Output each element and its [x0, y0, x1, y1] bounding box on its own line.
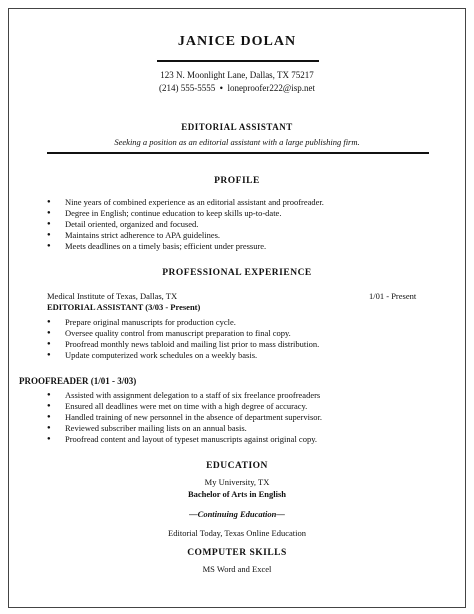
role-title-editorial: EDITORIAL ASSISTANT (3/03 - Present)	[47, 302, 201, 312]
profile-list	[47, 197, 324, 252]
education-heading: EDUCATION	[206, 461, 268, 471]
applicant-name: JANICE DOLAN	[177, 34, 297, 49]
degree-name: Bachelor of Arts in English	[187, 489, 287, 499]
email-address: loneproofer222@isp.net	[227, 83, 315, 93]
proofreader-duties-list	[47, 390, 322, 445]
experience-heading: PROFESSIONAL EXPERIENCE	[162, 268, 312, 278]
list-item: ● Meets deadlines on a timely basis; efficient under pressure.	[47, 241, 324, 252]
list-item: ● Detail oriented, organized and focused.	[47, 219, 324, 230]
skills-heading: COMPUTER SKILLS	[187, 548, 287, 558]
list-item: ● Reviewed subscriber mailing lists on an annual basis.	[47, 423, 322, 434]
list-item: ● Prepare original manuscripts for production cycle.	[47, 317, 319, 328]
header-divider	[157, 60, 319, 62]
continuing-education-heading: —Continuing Education—	[189, 509, 285, 519]
list-item: ● Degree in English; continue education to keep skills up-to-date.	[47, 208, 324, 219]
list-item: ● Nine years of combined experience as an editorial assistant and proofreader.	[47, 197, 324, 208]
list-item: ● Maintains strict adherence to APA guidelines.	[47, 230, 324, 241]
skills-text: MS Word and Excel	[202, 564, 272, 574]
list-item: ● Oversee quality control from manuscript preparation to final copy.	[47, 328, 319, 339]
phone-email-line	[9, 82, 465, 95]
list-item: ● Update computerized work schedules on a weekly basis.	[47, 350, 319, 361]
list-item: ● Assisted with assignment delegation to a staff of six freelance proofreaders	[47, 390, 322, 401]
phone-number: (214) 555-5555	[159, 83, 216, 93]
objective-divider	[47, 152, 429, 154]
resume-page	[8, 8, 466, 608]
address-line: 123 N. Moonlight Lane, Dallas, TX 75217	[160, 70, 314, 80]
separator-bullet-icon: •	[217, 83, 226, 93]
list-item: ● Proofread content and layout of typeset manuscripts against original copy.	[47, 434, 322, 445]
employer-name: Medical Institute of Texas, Dallas, TX	[47, 291, 178, 301]
objective-title: EDITORIAL ASSISTANT	[181, 122, 293, 132]
list-item: ● Handled training of new personnel in the absence of department supervisor.	[47, 412, 322, 423]
employer-dates: 1/01 - Present	[369, 291, 417, 301]
continuing-education-text: Editorial Today, Texas Online Education	[168, 528, 306, 538]
contact-block	[9, 69, 465, 95]
objective-text: Seeking a position as an editorial assistant with a large publishing firm.	[114, 137, 360, 147]
editorial-duties-list	[47, 317, 319, 361]
list-item: ● Ensured all deadlines were met on time with a high degree of accuracy.	[47, 401, 322, 412]
school-name: My University, TX	[204, 477, 270, 487]
profile-heading: PROFILE	[214, 176, 260, 186]
list-item: ● Proofread monthly news tabloid and mailing list prior to mass distribution.	[47, 339, 319, 350]
role-title-proofreader: PROOFREADER (1/01 - 3/03)	[19, 376, 137, 386]
